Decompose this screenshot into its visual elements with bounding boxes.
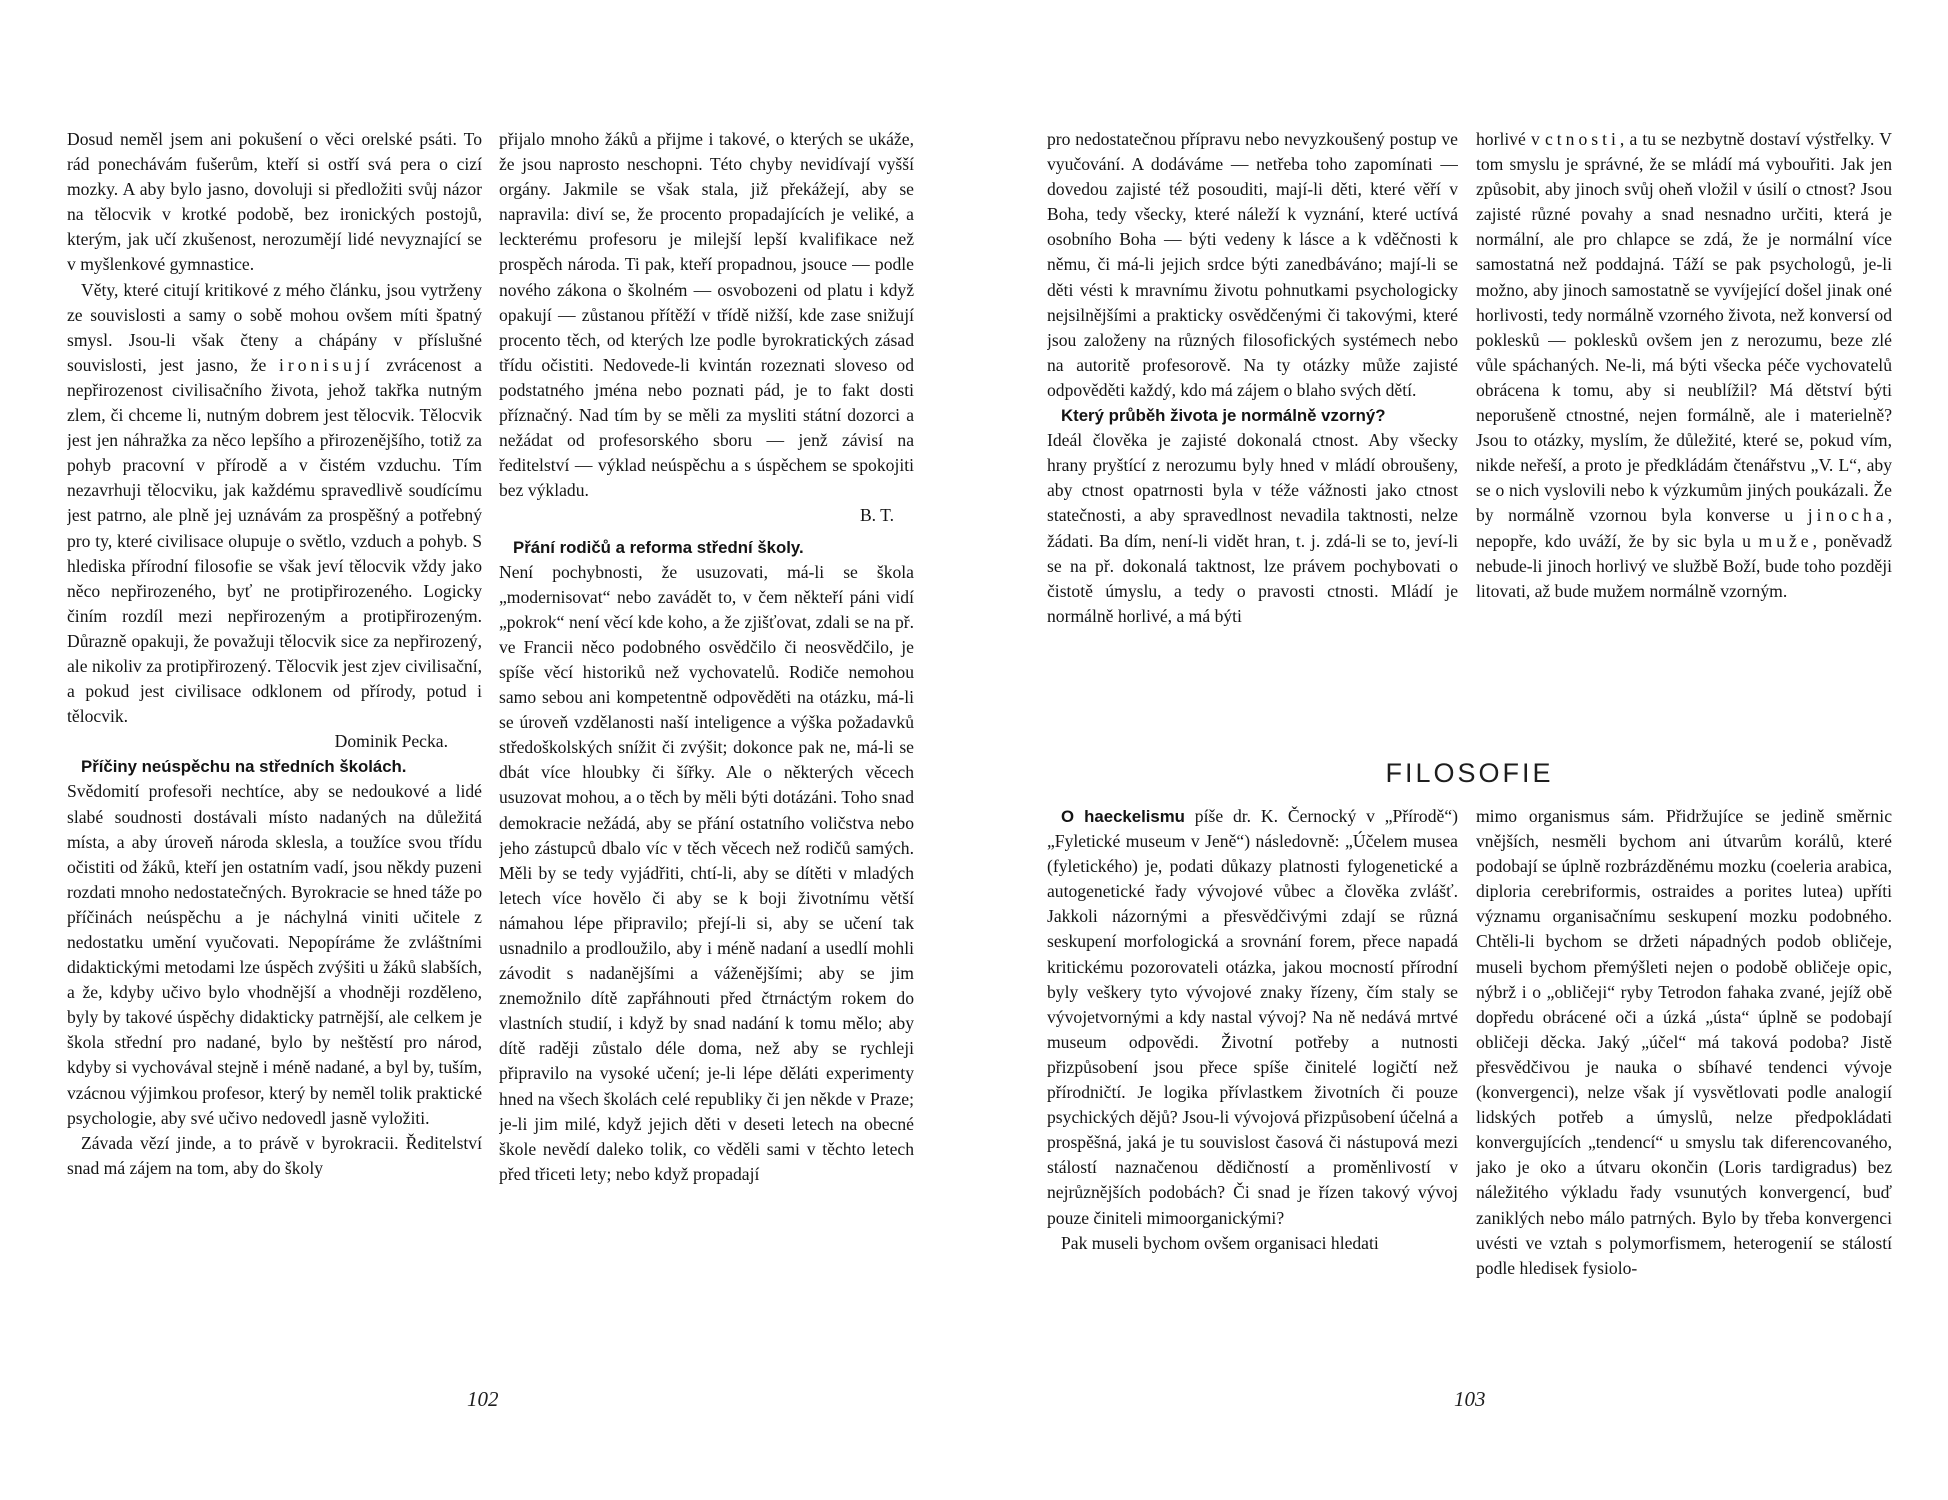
spaced-emphasis: jinocha — [1807, 505, 1888, 526]
left-page-column-1 — [67, 127, 482, 1417]
right-page-column-2-lower — [1476, 804, 1892, 1364]
left-page-column-2 — [499, 127, 914, 1417]
paragraph: přijalo mnoho žáků a přijme i takové, o kterých se ukáže, že jsou naprosto neschopni. Této chyby nevidívají vyšší orgány. Jakmile se však stala, již překážejí, aby se napravila: diví se, že procento propadajících je veliké, a leckterému profesoru je milejší lepší kvalifikace než prospěch národa. Ti pak, kteří propadnou, jsouce — podle nového zákona o školném — osvobozeni od platu i když opakují — zůstanou přítěží v třídě nižší, kde zase snižují procento těch, od kterých lze podle byrokratických zásad třídu očistiti. Nedovede-li kvintán rozeznati sloveso od podstatného jména nebo poznati pád, je to fakt dosti příznačný. Nad tím by se měli za mysliti státní dozorci a nežádat od profesorského sboru — jenž závisí na ředitelství — výklad neúspěchu a s úspěchem se spokojiti bez výkladu. — [499, 129, 914, 501]
page-number: 103 — [1454, 1387, 1486, 1411]
page-number: 102 — [467, 1387, 499, 1411]
article-heading: Příčiny neúspěchu na středních školách. — [81, 757, 407, 777]
paragraph: O haeckelismu píše dr. K. Černocký v „Přírodě“) „Fyletické museum v Jeně“) následovně: „Účelem musea (fyletického) je, podati důkazy platnosti fylogenetické a autogenetické řady vývojové vůbec a člověka zvlášť. Jakkoli názornými a přesvědčivými zdají se různá seskupení morfologická a srovnání forem, přece napadá kritickému pozorovateli otázka, jakou mocností přírodní byly veškery tyto vývojové znaky řízeny, čím staly se vývojetvornými a kdy nastal vývoj? Na ně nedává mrtvé museum odpovědi. Životní potřeby a nutnosti přizpůsobení jsou přece spíše činitelé logičtí než přírodničtí. Je logika přívlastkem životních či pouze psychických dějů? Jsou-li vývojová přizpůsobení účelná a prospěšná, jaká je tu souvislost časová či nástupová mezi stálostí naznačenou dědičností a proměnlivostí v nejrůznějších podobách? Či snad je řízen takový vývoj pouze činiteli mimoorganickými? — [1047, 806, 1458, 1228]
spaced-emphasis: ctnosti — [1544, 129, 1620, 149]
paragraph: pro nedostatečnou přípravu nebo nevyzkoušený postup ve vyučování. A dodáváme — netřeba toho zapomínati — dovedou zajisté též posouditi, mají-li děti, které věří v Boha, tedy všecky, které náleží k vyznání, které uctívá osobního Boha — býti vedeny k lásce a k vděčnosti k němu, či má-li jejich srdce býti zanedbáváno; mají-li se děti vésti k mravnímu životu pohnutkami psychologicky nejsilnějšími a prakticky osvědčenými či takovými, které jsou založeny na různých filosofických systémech nebo na autoritě profesorově. Na ty otázky může zajisté odpověděti každý, kdo má zájem o blaho svých dětí. — [1047, 129, 1458, 400]
right-page-column-2 — [1476, 127, 1892, 727]
right-page-column-1 — [1047, 127, 1458, 727]
paragraph: Věty, které citují kritikové z mého článku, jsou vytrženy ze souvislosti a samy o sobě mohou ovšem míti špatný smysl. Jsou-li však čteny a chápány v příslušné souvislosti, jest jasno, že ironisují zvrácenost a nepřirozenost civilisačního života, jehož takřka nutným zlem, či chceme li, nutným dobrem jest tělocvik. Tělocvik jest jen náhražka za něco lepšího a přirozenějšího, totiž za pohyb pracovní v přírodě a v čistém vzduchu. Tím nezavrhuji tělocviku, jak každému spravedlivě soudícímu jest patrno, ale plně jej uznávám za prospěšný a potřebný pro ty, které civilisace olupuje o světlo, vzduch a pohyb. S hlediska přírodní filosofie se však jeví tělocvik vždy jako něco nepřirozeného, byť ne protipřirozeného. Logicky činím rozdíl mezi nepřirozeným a protipřirozeným. Důrazně opakuji, že považuji tělocvik sice za nepřirozený, ale nikoliv za protipřirozený. Tělocvik jest zjev civilisační, a pokud jest civilisace odklonem od přírody, potud i tělocvik. — [67, 279, 482, 727]
paragraph — [67, 754, 482, 779]
paragraph — [1047, 403, 1458, 428]
author-signature: Dominik Pecka. — [334, 731, 448, 752]
section-heading: FILOSOFIE — [1385, 758, 1554, 788]
paragraph — [499, 535, 914, 560]
spaced-emphasis: ironisují — [278, 354, 374, 375]
spaced-emphasis: muže — [1758, 530, 1813, 551]
article-heading: Který průběh života je normálně vzorný? — [1061, 406, 1386, 426]
paragraph: Pak museli bychom ovšem organisaci hledati — [1061, 1232, 1379, 1253]
paragraph: Závada vězí jinde, a to právě v byrokracii. Ředitelství snad má zájem na tom, aby do školy — [67, 1132, 482, 1178]
article-heading: Přání rodičů a reforma střední školy. — [513, 537, 804, 557]
paragraph: Svědomití profesoři nechtíce, aby se nedoukové a lidé slabé soudnosti dostávali místo nadaných na důležitá místa, a aby úroveň národa sklesla, a toužíce svou třídu očistiti od žáků, kteří jen ostatním vadí, jsou někdy puzeni rozdati mnoho nedostatečných. Byrokracie se hned táže po příčinách neúspěchu a je náchylná viniti učitele z nedostatku umění vyučovati. Nepopíráme že zvláštními didaktickými metodami lze úspěch zvýšiti u žáků slabších, a že, kdyby učivo bylo vhodnější a vhodněji rozděleno, byly by takové úspěchy didakticky patrnější, ale celkem je škola střední pro nadané, bylo by neštěstí pro národ, kdyby si vychovával stejně i méně nadané, a byl by, tuším, vzácnou výjimkou profesor, který by neměl tolik praktické psychologie, aby své učivo nedovedl jasně vyložiti. — [67, 781, 482, 1128]
author-signature: B. T. — [859, 505, 894, 526]
paragraph: horlivé v ctnosti, a tu se nezbytně dostaví výstřelky. V tom smyslu je správné, že se mládí má vybouřiti. Jak jen způsobit, aby jinoch svůj oheň vložil v úsilí o ctnost? Jsou zajisté různé povahy a snad nesnadno určiti, která je normální, ale pro chlapce se zdá, že je normální více samostatná než poddajná. Táží se pak psychologů, je-li možno, aby jinoch samostatně se vyvíjející došel jinak oné horlivosti, tedy normálně vzorného života, než konversí od poklesků — poklesků ovšem jen z nerozumu, beze zlé vůle spáchaných. Ne-li, má býti všecka péče vychovatelů obrácena k tomu, aby si neublížil? Má dětství býti neporušeně ctnostné, nejen formálně, ale i materielně? Jsou to otázky, myslím, že důležité, které se, pokud vím, nikde neřeší, a proto je předkládám čtenářstvu „V. L“, aby se o nich vyslovili nebo k výzkumům jiných poukázali. Že by normálně vzornou byla konverse u jinocha, nepopře, kdo uváží, že by sic byla u muže, poněvadž nebude-li jinoch horlivý ve službě Boží, bude toho později litovati, až bude mužem normálně vzorným. — [1476, 129, 1892, 601]
article-heading: O haeckelismu — [1061, 807, 1185, 826]
paragraph: Není pochybnosti, že usuzovati, má-li se škola „modernisovat“ nebo zavádět to, v čem někteří páni vidí „pokrok“ není věcí kde koho, a že zjišťovat, zdali se na př. ve Francii něco podobného osvědčilo či neosvědčilo, je spíše věcí historiků než vychovatelů. Rodiče nemohou samo sebou ani kompetentně odpověděti na otázku, má-li se úroveň vzdělanosti naší inteligence a výška požadavků středoškolských snížit či zvýšit; dokonce pak ne, má-li se dbát více hloubky či šířky. Ale o některých věcech usuzovat mohou, a o těch by měli býti dotázáni. Toho snad demokracie nežádá, aby se přání ostatního voličstva nebo jeho zástupců dbalo víc v těch věcech než rodičů samých. Měli by se tedy vyjádřiti, chtí-li, aby se dítěti v mladých letech více hovělo či aby se k boji životnímu větší námahou lépe připravilo; přejí-li si, aby se učení tak usnadnilo a prodloužilo, aby i méně nadaní a usedlí mohli závodit s nadanějšími a váženějšími; aby se jim znemožnilo dítě zapřáhnouti před čtrnáctým rokem do vlastních studií, i když by snad nadání k tomu mělo; aby dítě raději zůstalo déle doma, než aby se rychleji připravilo na vysoké učení; je-li lépe děláti experimenty hned na všech školách celé republiky či jen někde v Praze; je-li jim milé, když jejich děti v deseti letech na obecné škole nevědí daleko tolik, co věděli sami v těchto letech před třiceti lety; nebo když propadají — [499, 561, 914, 1184]
right-page-column-1-lower — [1047, 804, 1458, 1364]
paragraph: Ideál člověka je zajisté dokonalá ctnost. Aby všecky hrany pryštící z nerozumu byly hned v mládí obroušeny, aby ctnost opatrnosti byla v téže vážnosti jako ctnost statečnosti, a aby spravedlnost nevadila taktnosti, nelze žádati. Ba dím, není-li vidět hran, t. j. zdá-li se to, jeví-li se na př. dokonalá taktnost, lze právem pochybovati o čistotě úmyslu, a tedy o pravosti ctnosti. Mládí je normálně horlivé, a má býti — [1047, 430, 1458, 626]
paragraph: mimo organismus sám. Přidržujíce se jedině směrnic vnějších, nesměli bychom ani útvarům korálů, které podobají se úplně rozbrázděnému mozku (coeleria arabica, diploria cerebriformis, ostraides a porites lutea) upříti významu organisačnímu seskupení mozku podobného. Chtěli-li bychom se držeti nápadných podob obličeje, museli bychom přemýšleti nejen o podobě obličeje opic, nýbrž i o „obličeji“ ryby Tetrodon fahaka zvané, jejíž obě dopředu obrácené oči a úzká „ústa“ úplně se podobají obličeji děcka. Jaký „účel“ má taková podoba? Jistě přesvědčivou je nauka o sbíhavé tendenci vývoje (konvergenci), nelze však jí vysvětlovati podle analogií lidských potřeb a úmyslů, nelze předpokládati konvergujících „tendencí“ u smyslu tak diferencovaného, jako je oko a útvaru okončin (Loris tardigradus) bez náležitého výkladu řady vsunutých konvergencí, buď zaniklých nebo málo patrných. Bylo by třeba konvergenci uvésti ve vztah s polymorfismem, heterogenií se stálostí podle hledisek fysiolo- — [1476, 806, 1892, 1278]
paragraph: Dosud neměl jsem ani pokušení o věci orelské psáti. To rád ponechávám fušerům, kteří si ostří svá pera o cizí mozky. A aby bylo jasno, dovoluji si předložiti svůj názor na tělocvik v krotké podobě, bez ironických postojů, kterým, jak učí zkušenost, nerozumějí lidé nevyznající se v myšlenkové gymnastice. — [67, 129, 482, 275]
